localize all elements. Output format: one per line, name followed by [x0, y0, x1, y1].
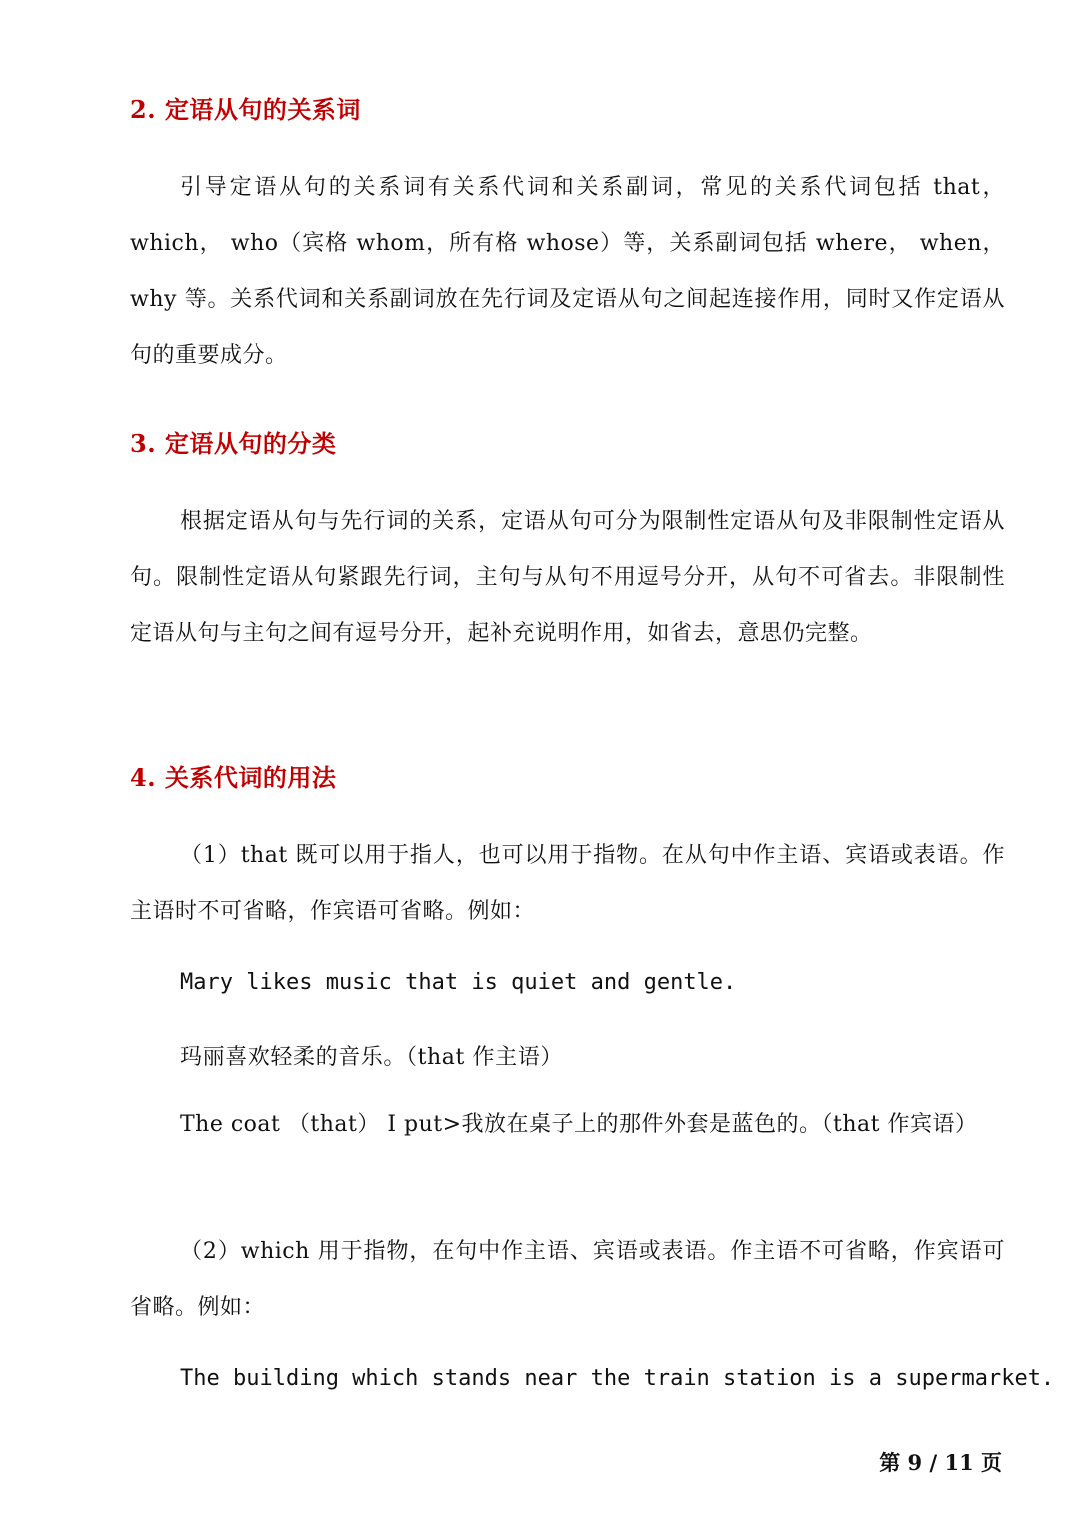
section-heading-pronoun-usage: 4. 关系代词的用法 — [130, 763, 337, 792]
paragraph-relative-words: 引导定语从句的关系词有关系代词和关系副词，常见的关系代词包括 that， which， who（宾格 whom，所有格 whose）等，关系副词包括 where， when， why 等。关系代词和关系副词放在先行词及定语从句之间起连接作用，同时又作定语从句的重要成分。 — [130, 175, 1005, 368]
example-sentence-english-3: The building which stands near the train station is a supermarket. — [180, 1366, 1055, 1391]
section-heading-classification: 3. 定语从句的分类 — [130, 429, 337, 458]
paragraph-rule-which: （2）which 用于指物，在句中作主语、宾语或表语。作主语不可省略，作宾语可省略。例如： — [130, 1239, 1005, 1320]
paragraph-rule-that: （1）that 既可以用于指人，也可以用于指物。在从句中作主语、宾语或表语。作主语时不可省略，作宾语可省略。例如： — [130, 843, 1005, 924]
example-sentence-english-1: Mary likes music that is quiet and gentle. — [180, 970, 737, 995]
paragraph-classification: 根据定语从句与先行词的关系，定语从句可分为限制性定语从句及非限制性定语从句。限制性定语从句紧跟先行词，主句与从句不用逗号分开，从句不可省去。非限制性定语从句与主句之间有逗号分开，起补充说明作用，如省去，意思仍完整。 — [130, 509, 1005, 646]
example-sentence-chinese-1: 玛丽喜欢轻柔的音乐。（that 作主语） — [180, 1045, 563, 1070]
example-sentence-2: The coat （that） I put>我放在桌子上的那件外套是蓝色的。（that 作宾语） — [180, 1112, 978, 1137]
section-heading-relative-words: 2. 定语从句的关系词 — [130, 95, 361, 124]
page-number: 第 9 / 11 页 — [879, 1450, 1002, 1475]
